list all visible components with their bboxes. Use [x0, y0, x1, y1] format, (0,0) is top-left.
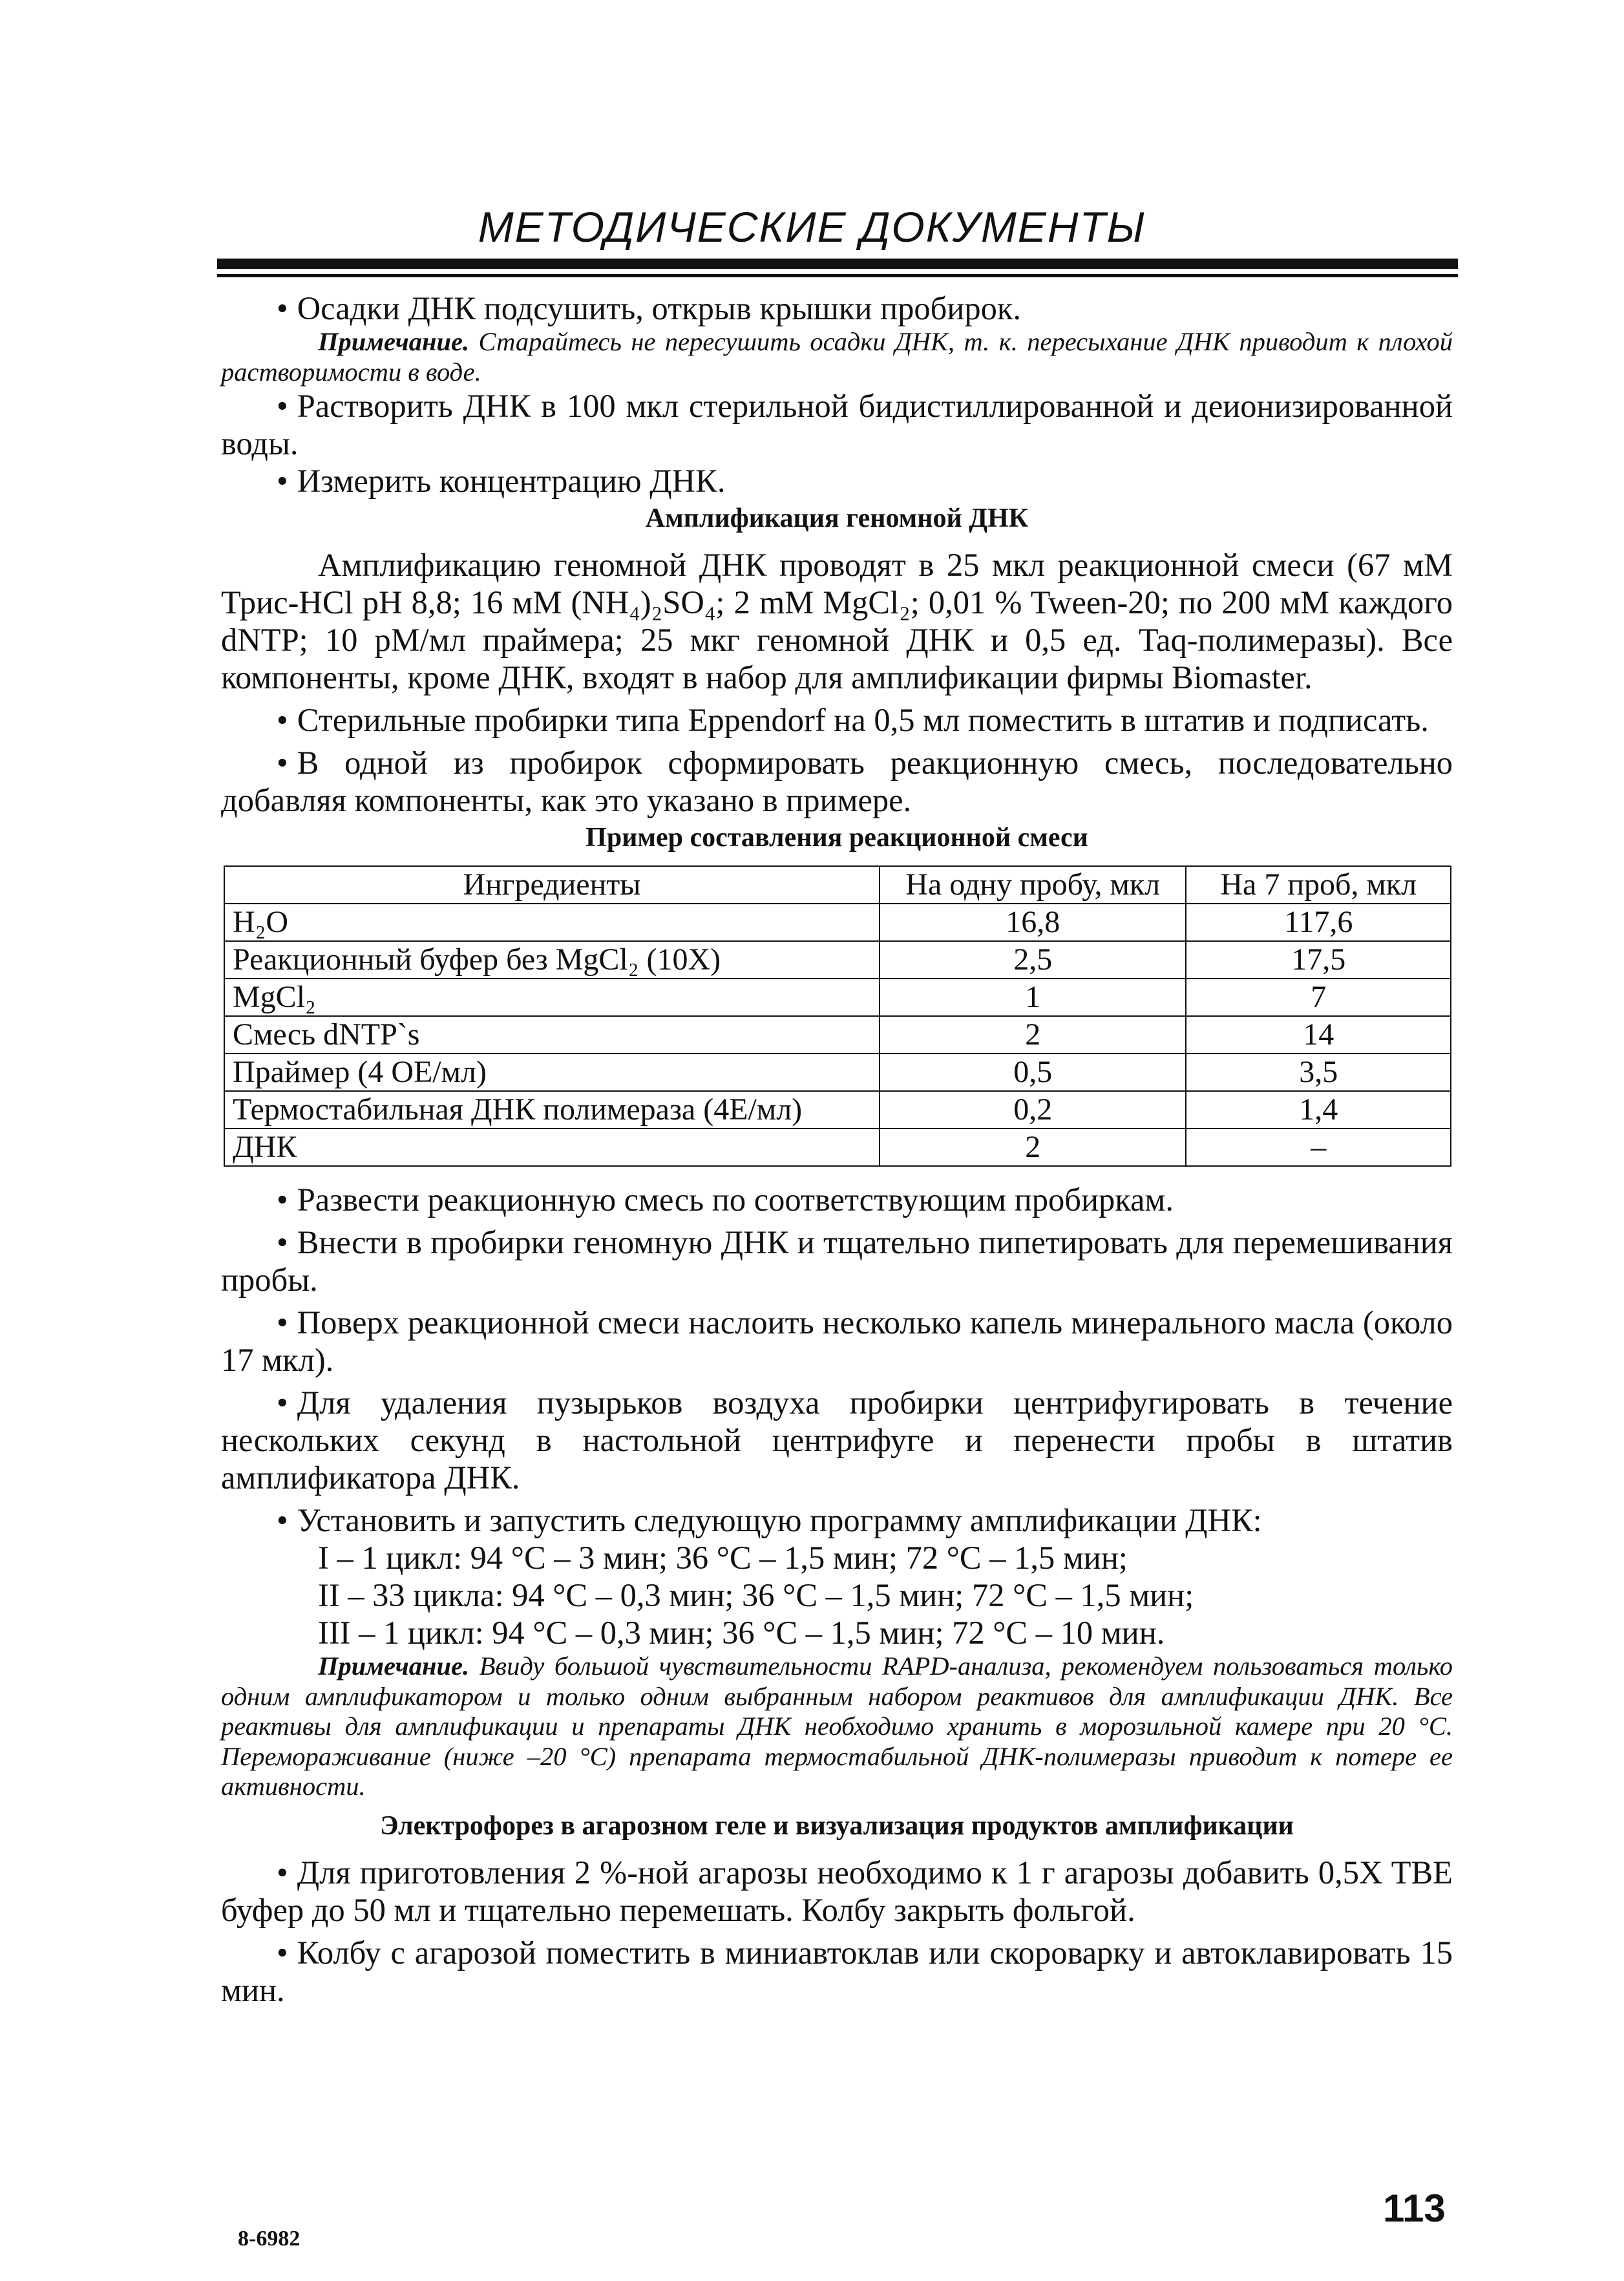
bullet-item: • Установить и запустить следующую программу амплификации ДНК: [277, 1502, 1262, 1538]
table-row [224, 1054, 1451, 1091]
table-row [224, 1091, 1451, 1129]
bullet-item: • Для приготовления 2 %-ной агарозы необходимо к 1 г агарозы добавить 0,5X TBE буфер до 50 мл и тщательно перемешать. Колбу закрыть фольгой. [221, 1854, 1453, 1928]
bullet-text: Внести в пробирки геномную ДНК и тщательно пипетировать для перемешивания пробы. [221, 1224, 1453, 1298]
table-cell: Праймер (4 ОЕ/мл) [224, 1054, 880, 1091]
table-cell: 7 [1186, 979, 1451, 1016]
bullet-item: • Растворить ДНК в 100 мкл стерильной бидистиллированной и деионизированной воды. [221, 388, 1453, 462]
table-title: Пример составления реакционной смеси [585, 823, 1088, 853]
table-cell: Смесь dNTP`s [224, 1016, 880, 1054]
table-cell: Термостабильная ДНК полимераза (4Е/мл) [224, 1091, 880, 1129]
bullet-item: • Поверх реакционной смеси наслоить несколько капель минерального масла (около 17 мкл). [221, 1304, 1453, 1378]
page-body [221, 290, 1453, 2009]
bullet-item: • Колбу с агарозой поместить в миниавтоклав или скороварку и автоклавировать 15 мин. [221, 1934, 1453, 2008]
table-cell: Реакционный буфер без MgCl₂ (10X) [224, 941, 880, 979]
bullet-text: Для приготовления 2 %-ной агарозы необходимо к 1 г агарозы добавить 0,5X TBE буфер до 50 мл и тщательно перемешать. Колбу закрыть фольгой. [221, 1854, 1453, 1928]
bullet-item: • Внести в пробирки геномную ДНК и тщательно пипетировать для перемешивания пробы. [221, 1224, 1453, 1298]
table-header-row [224, 866, 1451, 904]
table-header-cell: Ингредиенты [224, 866, 880, 904]
bullet-text: Стерильные пробирки типа Eppendorf на 0,5 мл поместить в штатив и подписать. [297, 702, 1429, 738]
note-text: Ввиду большой чувствительности RAPD-анализа, рекомендуем пользоваться только одним амплификатором и только одним выбранным набором реактивов для амплификации ДНК. Все реактивы для амплификации и препараты ДНК необходимо хранить в морозильной камере при 20 °С. Перемораживание (ниже –20 °С) препарата термостабильной ДНК-полимеразы приводит к потере ее активности. [221, 1651, 1453, 1801]
table-cell: 0,2 [880, 1091, 1186, 1129]
table-cell: 16,8 [880, 904, 1186, 941]
bullet-item: • Измерить концентрацию ДНК. [277, 463, 726, 499]
note-1 [221, 327, 1453, 387]
table-cell: 1,4 [1186, 1091, 1451, 1129]
bullet-text: Осадки ДНК подсушить, открыв крышки пробирок. [297, 290, 1022, 326]
bullet-item: • В одной из пробирок сформировать реакционную смесь, последовательно добавляя компоненты, как это указано в примере. [221, 745, 1453, 818]
bullet-text: В одной из пробирок сформировать реакционную смесь, последовательно добавляя компоненты, как это указано в примере. [221, 745, 1453, 818]
table-cell: 117,6 [1186, 904, 1451, 941]
bullet-text: Измерить концентрацию ДНК. [297, 463, 726, 499]
table-row [224, 979, 1451, 1016]
header-rule-thick [217, 259, 1458, 269]
program-line: I – 1 цикл: 94 °С – 3 мин; 36 °С – 1,5 мин; 72 °С – 1,5 мин; [318, 1540, 1128, 1576]
note-2 [221, 1651, 1453, 1802]
bullet-text: Для удаления пузырьков воздуха пробирки центрифугировать в течение нескольких секунд в настольной центрифуге и перенести пробы в штатив амплификатора ДНК. [221, 1385, 1453, 1496]
table-row [224, 1016, 1451, 1054]
table-row [224, 904, 1451, 941]
section-heading-electrophoresis: Электрофорез в агарозном геле и визуализация продуктов амплификации [380, 1810, 1294, 1841]
table-cell: ДНК [224, 1129, 880, 1166]
section-paragraph: Амплификацию геномной ДНК проводят в 25 мкл реакционной смеси (67 мМ Трис-HCl pH 8,8; 16 мМ (NH₄)₂SO₄; 2 mM MgCl₂; 0,01 % Tween-20; по 200 мМ каждого dNTP; 10 pM/мл праймера; 25 мкг геномной ДНК и 0,5 ед. Taq-полимеразы). Все компоненты, кроме ДНК, входят в набор для амплификации фирмы Biomaster. [221, 547, 1453, 695]
footer-print-code: 8-6982 [238, 2227, 301, 2251]
table-cell: 17,5 [1186, 941, 1451, 979]
note-label: Примечание. [318, 327, 470, 356]
bullet-text: Развести реакционную смесь по соответствующим пробиркам. [297, 1182, 1174, 1218]
table-cell: 14 [1186, 1016, 1451, 1054]
program-line: II – 33 цикла: 94 °С – 0,3 мин; 36 °С – 1,5 мин; 72 °С – 1,5 мин; [318, 1577, 1194, 1613]
table-header-cell: На 7 проб, мкл [1186, 866, 1451, 904]
reaction-mix-table [224, 865, 1451, 1167]
table-cell: 2,5 [880, 941, 1186, 979]
bullet-text: Растворить ДНК в 100 мкл стерильной бидистиллированной и деионизированной воды. [221, 388, 1453, 462]
bullet-item: • Развести реакционную смесь по соответствующим пробиркам. [277, 1182, 1174, 1218]
table-cell: – [1186, 1129, 1451, 1166]
table-cell: 0,5 [880, 1054, 1186, 1091]
bullet-item: • Осадки ДНК подсушить, открыв крышки пробирок. [277, 290, 1022, 326]
table-row [224, 1129, 1451, 1166]
table-cell: 2 [880, 1016, 1186, 1054]
bullet-item: • Стерильные пробирки типа Eppendorf на 0,5 мл поместить в штатив и подписать. [277, 702, 1429, 738]
header-rule-thin [217, 274, 1458, 277]
section-heading-amplification: Амплификация геномной ДНК [645, 504, 1029, 533]
table-cell: H₂O [224, 904, 880, 941]
table-row [224, 941, 1451, 979]
bullet-text: Установить и запустить следующую программу амплификации ДНК: [297, 1502, 1262, 1538]
note-label: Примечание. [318, 1651, 470, 1681]
table-header-cell: На одну пробу, мкл [880, 866, 1186, 904]
table-cell: MgCl₂ [224, 979, 880, 1016]
page-number: 113 [1383, 2187, 1446, 2230]
note-text: Старайтесь не пересушить осадки ДНК, т. к. пересыхание ДНК приводит к плохой растворимости в воде. [221, 327, 1453, 387]
bullet-item: • Для удаления пузырьков воздуха пробирки центрифугировать в течение нескольких секунд в настольной центрифуге и перенести пробы в штатив амплификатора ДНК. [221, 1385, 1453, 1496]
table-cell: 2 [880, 1129, 1186, 1166]
program-line: III – 1 цикл: 94 °С – 0,3 мин; 36 °С – 1,5 мин; 72 °С – 10 мин. [318, 1615, 1165, 1651]
table-cell: 3,5 [1186, 1054, 1451, 1091]
page-header-title: МЕТОДИЧЕСКИЕ ДОКУМЕНТЫ [478, 203, 1146, 251]
bullet-text: Колбу с агарозой поместить в миниавтоклав или скороварку и автоклавировать 15 мин. [221, 1934, 1453, 2008]
bullet-text: Поверх реакционной смеси наслоить несколько капель минерального масла (около 17 мкл). [221, 1304, 1453, 1378]
table-cell: 1 [880, 979, 1186, 1016]
